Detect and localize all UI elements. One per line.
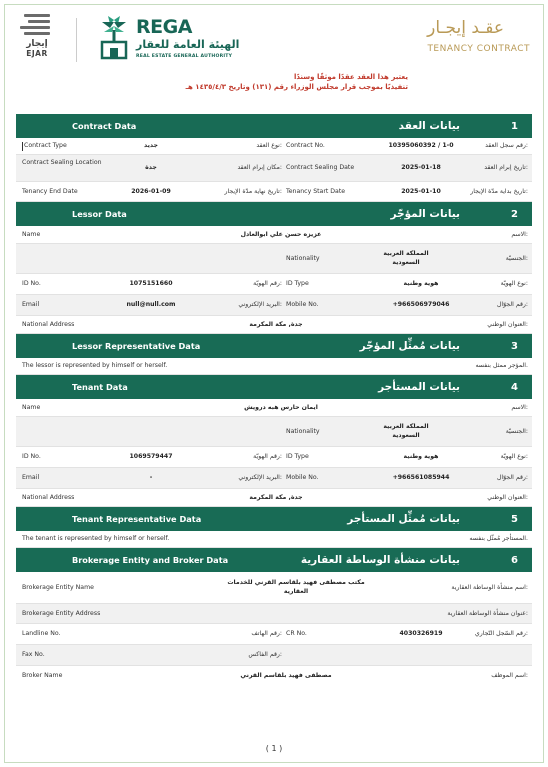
- tenant-id-type-label: ID Type: [286, 453, 309, 460]
- section-number: 4: [511, 381, 518, 393]
- lessor-email-value: null@null.com: [126, 301, 176, 308]
- section-title-en: Tenant Data: [72, 382, 128, 392]
- section-title-ar: بيانات العقد: [398, 120, 460, 132]
- contract-type-value: جديد: [144, 142, 158, 149]
- brokerage-row-fax: [16, 645, 532, 666]
- contract-no-value: 10395060392 / 1-0: [388, 142, 454, 149]
- section-title-en: Lessor Data: [72, 209, 127, 219]
- sealing-location-label: Contract Sealing Location: [22, 159, 102, 166]
- entity-name-value: [226, 579, 366, 596]
- sealing-date-label-ar: تاريخ إبرام العقد:: [484, 164, 528, 171]
- lessor-nationality-label-ar: الجنسيّة:: [505, 255, 528, 262]
- contract-row-type: [16, 138, 532, 155]
- tenant-address-label-ar: العنوان الوطني:: [487, 494, 528, 501]
- contract-row-sealing: [16, 155, 532, 182]
- end-date-label-ar: تاريخ نهاية مدّة الإيجار:: [224, 188, 282, 195]
- lessor-email-label-ar: البريد الإلكتروني:: [238, 301, 282, 308]
- logo-divider: [76, 18, 77, 62]
- lessor-name-value: عزيزه حسن علي ابوالعادل: [240, 231, 322, 238]
- tenant-id-no-label: ID No.: [22, 453, 41, 460]
- lessor-rep-note-ar: المؤجر ممثل بنفسه.: [475, 362, 528, 369]
- lessor-nationality-label: Nationality: [286, 255, 320, 262]
- section-number: 5: [511, 513, 518, 525]
- start-date-label-ar: تاريخ بداية مدّة الإيجار:: [470, 188, 528, 195]
- tenant-mobile-label-ar: رقم الجوّال:: [496, 474, 528, 481]
- lessor-nationality-line-2: السعودية: [392, 258, 420, 266]
- lessor-id-no-label: ID No.: [22, 280, 41, 287]
- landline-label: Landline No.: [22, 630, 61, 637]
- cr-no-value: 4030326919: [399, 630, 443, 637]
- section-title-ar: بيانات مُمثِّل المؤجّر: [359, 340, 460, 352]
- lessor-rep-row: [16, 358, 532, 375]
- lessor-id-type-label-ar: نوع الهويّة:: [500, 280, 528, 287]
- lessor-email-label: Email: [22, 301, 40, 308]
- section-title-en: Brokerage Entity and Broker Data: [72, 555, 229, 565]
- sealing-location-label-ar: مكان إبرام العقد:: [237, 164, 282, 171]
- document-header: [0, 0, 548, 108]
- rega-name-en: REAL ESTATE GENERAL AUTHORITY: [136, 54, 233, 59]
- tenant-name-value: ايمان حارس هبه درويش: [244, 404, 318, 411]
- section-header-brokerage: [16, 548, 532, 572]
- tenant-address-label: National Address: [22, 494, 75, 501]
- start-date-label: Tenancy Start Date: [286, 188, 346, 195]
- tenant-mobile-value: +966561085944: [392, 474, 450, 481]
- section-title-ar: بيانات منشأة الوساطة العقارية: [300, 554, 460, 566]
- contract-type-label: Contract Type: [24, 142, 67, 149]
- lessor-id-no-label-ar: رقم الهويّة:: [253, 280, 282, 287]
- tenant-name-label: Name: [22, 404, 41, 411]
- lessor-id-type-value: هوية وطنية: [403, 280, 439, 287]
- section-header-lessor-rep: [16, 334, 532, 358]
- lessor-row-contact: [16, 295, 532, 316]
- palm-emblem-icon: [98, 16, 130, 60]
- sealing-date-label: Contract Sealing Date: [286, 164, 355, 171]
- lessor-mobile-value: +966506979046: [392, 301, 450, 308]
- section-title-en: Tenant Representative Data: [72, 514, 202, 524]
- brokerage-row-phone: [16, 624, 532, 645]
- fax-label: Fax No.: [22, 651, 45, 658]
- legal-notice-line-1: يعتبر هذا العقد عقدًا موثقًا وسندًا: [293, 73, 408, 81]
- tenant-mobile-label: Mobile No.: [286, 474, 319, 481]
- landline-label-ar: رقم الهاتف:: [251, 630, 282, 637]
- lessor-address-value: جدة, مكة المكرمة: [249, 321, 303, 328]
- tenant-rep-note-en: The tenant is represented by himself or herself.: [22, 535, 170, 542]
- ejar-logo-text-ar: إيجار: [26, 39, 48, 49]
- lessor-address-label-ar: العنوان الوطني:: [487, 321, 528, 328]
- rega-logo: [98, 16, 238, 62]
- lessor-id-no-value: 1075151660: [129, 280, 173, 287]
- entity-name-label: Brokerage Entity Name: [22, 584, 94, 591]
- lessor-mobile-label-ar: رقم الجوّال:: [496, 301, 528, 308]
- section-header-tenant: [16, 375, 532, 399]
- tenant-nationality-label-ar: الجنسيّة:: [505, 428, 528, 435]
- lessor-name-label-ar: الاسم:: [511, 231, 528, 238]
- tenant-id-type-value: هوية وطنية: [403, 453, 439, 460]
- lessor-name-label: Name: [22, 231, 41, 238]
- document-title-ar: عقـد إيجـار: [427, 18, 504, 38]
- tenant-email-label-ar: البريد الإلكتروني:: [238, 474, 282, 481]
- page-number: ( 1 ): [265, 744, 283, 753]
- sealing-date-value: 2025-01-18: [401, 164, 441, 171]
- tenant-id-type-label-ar: نوع الهويّة:: [500, 453, 528, 460]
- contract-body: [16, 114, 532, 687]
- section-header-lessor: [16, 202, 532, 226]
- tenant-nationality-label: Nationality: [286, 428, 320, 435]
- tenant-email-value: -: [149, 474, 153, 481]
- contract-type-label-ar: نوع العقد:: [256, 142, 282, 149]
- section-header-contract: [16, 114, 532, 138]
- lessor-nationality-value: [366, 250, 446, 267]
- end-date-label: Tenancy End Date: [22, 188, 78, 195]
- tenant-row-id: [16, 447, 532, 468]
- lessor-rep-note-en: The lessor is represented by himself or herself.: [22, 362, 168, 369]
- entity-address-label: Brokerage Entity Address: [22, 610, 101, 617]
- fax-label-ar: رقم الفاكس:: [248, 651, 282, 658]
- sealing-location-value: جدة: [145, 164, 157, 171]
- contract-row-dates: [16, 182, 532, 202]
- lessor-nationality-line-1: المملكة العربية: [383, 250, 429, 257]
- section-number: 2: [511, 208, 518, 220]
- tenant-row-contact: [16, 468, 532, 489]
- rega-name-ar: الهيئة العامة للعقار: [136, 38, 240, 51]
- section-number: 3: [511, 340, 518, 352]
- lessor-row-id: [16, 274, 532, 295]
- tenant-row-address: [16, 489, 532, 507]
- tenant-row-nationality: [16, 417, 532, 447]
- lessor-id-type-label: ID Type: [286, 280, 309, 287]
- legal-notice: [186, 72, 408, 92]
- section-title-en: Contract Data: [72, 121, 137, 131]
- section-header-tenant-rep: [16, 507, 532, 531]
- broker-name-label-ar: اسم الموظف:: [491, 672, 528, 679]
- ejar-bars-icon: [20, 14, 54, 35]
- lessor-address-label: National Address: [22, 321, 75, 328]
- brokerage-row-entity-name: [16, 572, 532, 604]
- section-title-en: Lessor Representative Data: [72, 341, 201, 351]
- start-date-value: 2025-01-10: [401, 188, 441, 195]
- tenant-id-no-label-ar: رقم الهويّة:: [253, 453, 282, 460]
- section-title-ar: بيانات المستأجر: [378, 381, 460, 393]
- lessor-row-name: [16, 226, 532, 244]
- end-date-value: 2026-01-09: [131, 188, 171, 195]
- brokerage-row-broker: [16, 666, 532, 687]
- document-title-en: TENANCY CONTRACT: [427, 44, 530, 54]
- tenant-email-label: Email: [22, 474, 40, 481]
- entity-name-line-1: مكتب مصطفى فهيد بلقاسم القرني للخدمات: [227, 579, 365, 586]
- tenant-name-label-ar: الاسم:: [511, 404, 528, 411]
- tenant-id-no-value: 1069579447: [129, 453, 173, 460]
- tenant-rep-note-ar: المستأجر مُمثّل بنفسه.: [469, 535, 528, 542]
- broker-name-value: مصطفى فهيد بلقاسم القرني: [240, 672, 332, 679]
- cr-no-label: CR No.: [286, 630, 307, 637]
- section-title-ar: بيانات المؤجّر: [390, 208, 460, 220]
- section-number: 1: [511, 120, 518, 132]
- section-number: 6: [511, 554, 518, 566]
- brokerage-row-entity-address: [16, 604, 532, 624]
- tenant-rep-row: [16, 531, 532, 548]
- broker-name-label: Broker Name: [22, 672, 63, 679]
- legal-notice-line-2: تنفيذيًا بموجب قرار مجلس الوزراء رقم (١٣١) وتاريخ ١٤٣٥/٤/٣ هـ: [185, 83, 408, 91]
- cr-no-label-ar: رقم السّجل التّجاري:: [474, 630, 528, 637]
- rega-name: REGA: [136, 16, 192, 38]
- entity-name-label-ar: اسم منشأة الوساطة العقارية:: [451, 584, 528, 591]
- lessor-row-nationality: [16, 244, 532, 274]
- tenant-nationality-value: [366, 423, 446, 440]
- tenant-nationality-line-1: المملكة العربية: [383, 423, 429, 430]
- entity-name-line-2: العقارية: [283, 587, 309, 595]
- ejar-logo-text-en: EJAR: [26, 49, 48, 58]
- lessor-mobile-label: Mobile No.: [286, 301, 319, 308]
- contract-no-label-ar: رقم سجل العقد:: [485, 142, 528, 149]
- contract-no-label: Contract No.: [286, 142, 325, 149]
- tenant-row-name: [16, 399, 532, 417]
- ejar-logo: [20, 14, 54, 66]
- entity-address-label-ar: عنوان منشأة الوساطة العقارية:: [447, 610, 528, 617]
- tenant-nationality-line-2: السعودية: [392, 431, 420, 439]
- tenant-address-value: جدة, مكة المكرمة: [249, 494, 303, 501]
- lessor-row-address: [16, 316, 532, 334]
- section-title-ar: بيانات مُمثِّل المستأجر: [347, 513, 460, 525]
